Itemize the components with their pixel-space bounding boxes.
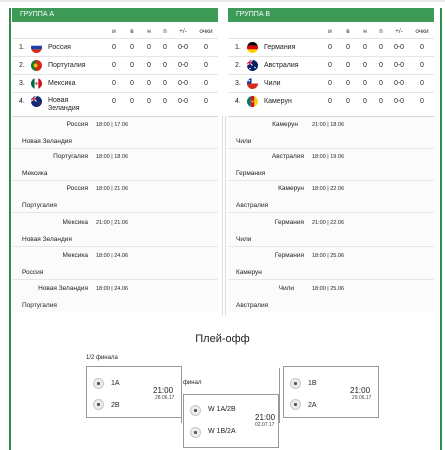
col-draws: н — [147, 28, 151, 35]
final-card[interactable] — [183, 394, 279, 448]
match-away-team: Камерун — [236, 269, 262, 276]
match-away-team: Новая Зеландия — [22, 236, 72, 243]
ball-icon — [190, 405, 201, 416]
match-away-team: Германия — [236, 170, 266, 177]
stat-wins: 0 — [130, 98, 134, 105]
stat-games: 0 — [112, 80, 116, 87]
stat-games: 0 — [328, 98, 332, 105]
cameroon-flag-icon — [247, 96, 258, 107]
match-away-team: Австралия — [236, 302, 269, 309]
semifinal-label: 1/2 финала — [86, 355, 118, 361]
germany-flag-icon — [247, 42, 258, 53]
match-home-team: Россия — [66, 185, 88, 192]
row-position: 3. — [235, 80, 241, 87]
col-wins: в — [130, 28, 134, 35]
table-row[interactable] — [12, 38, 218, 56]
table-row[interactable] — [228, 92, 434, 110]
stat-goal-diff: 0-0 — [177, 80, 189, 87]
match-away-team: Португалия — [22, 302, 57, 309]
stat-wins: 0 — [130, 44, 134, 51]
match-home-team: Камерун — [272, 121, 298, 128]
stat-points: 0 — [204, 98, 208, 105]
ball-icon — [290, 399, 301, 410]
team-name: Австралия — [264, 62, 299, 69]
group-b-schedule — [228, 116, 434, 312]
ball-icon — [93, 399, 104, 410]
semifinal-2-time: 21:00 — [350, 386, 371, 395]
table-row[interactable] — [228, 38, 434, 56]
match-home-team: Камерун — [278, 185, 304, 192]
ball-icon — [93, 378, 104, 389]
stat-points: 0 — [420, 98, 424, 105]
match-datetime: 18:00 | 17.06 — [96, 122, 129, 128]
frame-left-border — [9, 8, 11, 450]
stat-draws: 0 — [363, 44, 367, 51]
match-datetime: 18:00 | 25.06 — [312, 253, 345, 259]
stat-goal-diff: 0-0 — [393, 62, 405, 69]
stat-goal-diff: 0-0 — [177, 98, 189, 105]
match-away-team: Мексика — [22, 170, 48, 177]
match-datetime: 21:00 | 21.06 — [96, 220, 129, 226]
col-goal-diff: +/- — [395, 28, 403, 35]
stat-losses: 0 — [163, 62, 167, 69]
stat-draws: 0 — [363, 98, 367, 105]
match-datetime: 18:00 | 25.06 — [312, 286, 345, 292]
match-divider — [12, 212, 218, 213]
team-name: Чили — [264, 80, 281, 87]
group-a-schedule — [12, 116, 218, 312]
col-points: очки — [199, 28, 213, 35]
match-home-team: Мексика — [62, 219, 88, 226]
team-name-line-1: Новая — [48, 97, 69, 104]
stat-wins: 0 — [130, 80, 134, 87]
table-row[interactable] — [12, 92, 218, 110]
stat-games: 0 — [328, 44, 332, 51]
semifinal-2-date: 29.06.17 — [352, 395, 372, 401]
match-home-team: Россия — [66, 121, 88, 128]
stat-games: 0 — [328, 62, 332, 69]
stat-losses: 0 — [379, 62, 383, 69]
chile-flag-icon — [247, 78, 258, 89]
final-date: 02.07.17 — [255, 422, 275, 428]
stat-draws: 0 — [147, 80, 151, 87]
semifinal-1-team-2: 2B — [111, 402, 120, 409]
table-row[interactable] — [228, 74, 434, 92]
stat-wins: 0 — [346, 44, 350, 51]
col-losses: п — [379, 28, 383, 35]
top-divider — [0, 0, 445, 2]
match-divider — [228, 246, 434, 247]
stat-games: 0 — [112, 98, 116, 105]
team-name — [48, 97, 108, 113]
frame-right-border — [440, 8, 442, 450]
semifinal-1-time: 21:00 — [153, 386, 174, 395]
team-name: Германия — [264, 44, 296, 51]
team-name: Мексика — [48, 80, 76, 87]
match-home-team: Чили — [278, 285, 294, 292]
team-name: Португалия — [48, 62, 86, 69]
match-divider — [12, 148, 218, 149]
match-away-team: Новая Зеландия — [22, 138, 72, 145]
stat-losses: 0 — [163, 98, 167, 105]
group-a-table — [12, 8, 218, 110]
row-position: 3. — [19, 80, 25, 87]
semifinal-2-card[interactable] — [283, 366, 379, 418]
table-row[interactable] — [12, 56, 218, 74]
stat-losses: 0 — [379, 80, 383, 87]
team-name-line-2: Зеландия — [48, 105, 80, 112]
stat-draws: 0 — [147, 44, 151, 51]
match-datetime: 21:00 | 18.06 — [312, 122, 345, 128]
semifinal-2-team-2: 2A — [308, 402, 317, 409]
stat-goal-diff: 0-0 — [177, 62, 189, 69]
stat-losses: 0 — [163, 44, 167, 51]
team-name: Камерун — [264, 98, 292, 105]
stat-points: 0 — [204, 80, 208, 87]
row-position: 1. — [19, 44, 25, 51]
row-position: 2. — [19, 62, 25, 69]
final-team-2: W 1B/2A — [208, 428, 236, 435]
team-name: Россия — [48, 44, 71, 51]
table-row[interactable] — [228, 56, 434, 74]
match-divider — [228, 212, 434, 213]
final-label: финал — [183, 380, 202, 386]
match-divider — [228, 180, 434, 181]
stat-wins: 0 — [130, 62, 134, 69]
match-datetime: 18:00 | 21.06 — [96, 186, 129, 192]
match-divider — [12, 180, 218, 181]
match-home-team: Австралия — [271, 153, 304, 160]
group-b-columns — [228, 22, 434, 38]
match-home-team: Новая Зеландия — [38, 285, 88, 292]
stat-games: 0 — [328, 80, 332, 87]
match-divider — [12, 246, 218, 247]
match-away-team: Австралия — [236, 202, 269, 209]
stat-points: 0 — [204, 62, 208, 69]
bracket-line — [279, 368, 280, 423]
match-datetime: 21:00 | 22.06 — [312, 220, 345, 226]
stat-points: 0 — [420, 80, 424, 87]
final-team-1: W 1A/2B — [208, 406, 236, 413]
semifinal-1-team-1: 1A — [111, 380, 120, 387]
col-wins: в — [346, 28, 350, 35]
group-a-title: ГРУППА А — [12, 8, 218, 22]
stat-draws: 0 — [147, 98, 151, 105]
col-draws: н — [363, 28, 367, 35]
match-divider — [228, 279, 434, 280]
match-away-team: Чили — [236, 138, 252, 145]
match-home-team: Германия — [274, 219, 304, 226]
final-time: 21:00 — [255, 413, 276, 422]
row-position: 2. — [235, 62, 241, 69]
stat-wins: 0 — [346, 80, 350, 87]
match-away-team: Россия — [22, 269, 44, 276]
semifinal-1-card[interactable] — [86, 366, 182, 418]
stat-losses: 0 — [379, 98, 383, 105]
stat-goal-diff: 0-0 — [393, 80, 405, 87]
stat-games: 0 — [112, 62, 116, 69]
ball-icon — [290, 378, 301, 389]
stat-games: 0 — [112, 44, 116, 51]
col-losses: п — [163, 28, 167, 35]
stat-draws: 0 — [363, 62, 367, 69]
match-divider — [228, 148, 434, 149]
match-datetime: 18:00 | 24.06 — [96, 286, 129, 292]
stat-goal-diff: 0-0 — [177, 44, 189, 51]
russia-flag-icon — [31, 42, 42, 53]
match-away-team: Чили — [236, 236, 252, 243]
semifinal-2-team-1: 1B — [308, 380, 317, 387]
stat-goal-diff: 0-0 — [393, 98, 405, 105]
col-points: очки — [415, 28, 429, 35]
portugal-flag-icon — [31, 60, 42, 71]
col-games: и — [112, 28, 116, 35]
group-b-table — [228, 8, 434, 110]
new-zealand-flag-icon — [31, 96, 42, 107]
group-b-title: ГРУППА В — [228, 8, 434, 22]
match-away-team: Португалия — [22, 202, 57, 209]
col-goal-diff: +/- — [179, 28, 187, 35]
playoff-title: Плей-офф — [195, 333, 250, 345]
stat-draws: 0 — [363, 80, 367, 87]
stat-wins: 0 — [346, 98, 350, 105]
australia-flag-icon — [247, 60, 258, 71]
stat-wins: 0 — [346, 62, 350, 69]
table-row[interactable] — [12, 74, 218, 92]
stat-draws: 0 — [147, 62, 151, 69]
match-home-team: Португалия — [53, 153, 88, 160]
match-home-team: Германия — [274, 252, 304, 259]
stat-goal-diff: 0-0 — [393, 44, 405, 51]
stat-losses: 0 — [379, 44, 383, 51]
match-home-team: Мексика — [62, 252, 88, 259]
match-datetime: 18:00 | 19.06 — [312, 154, 345, 160]
match-datetime: 18:00 | 18.06 — [96, 154, 129, 160]
stat-losses: 0 — [163, 80, 167, 87]
semifinal-1-date: 28.06.17 — [155, 395, 175, 401]
stat-points: 0 — [204, 44, 208, 51]
match-datetime: 18:00 | 24.06 — [96, 253, 129, 259]
mexico-flag-icon — [31, 78, 42, 89]
match-datetime: 18:00 | 22.06 — [312, 186, 345, 192]
row-position: 4. — [19, 98, 25, 105]
col-games: и — [328, 28, 332, 35]
match-divider — [12, 279, 218, 280]
stat-points: 0 — [420, 62, 424, 69]
row-position: 4. — [235, 98, 241, 105]
row-position: 1. — [235, 44, 241, 51]
group-a-columns — [12, 22, 218, 38]
ball-icon — [190, 427, 201, 438]
stat-points: 0 — [420, 44, 424, 51]
